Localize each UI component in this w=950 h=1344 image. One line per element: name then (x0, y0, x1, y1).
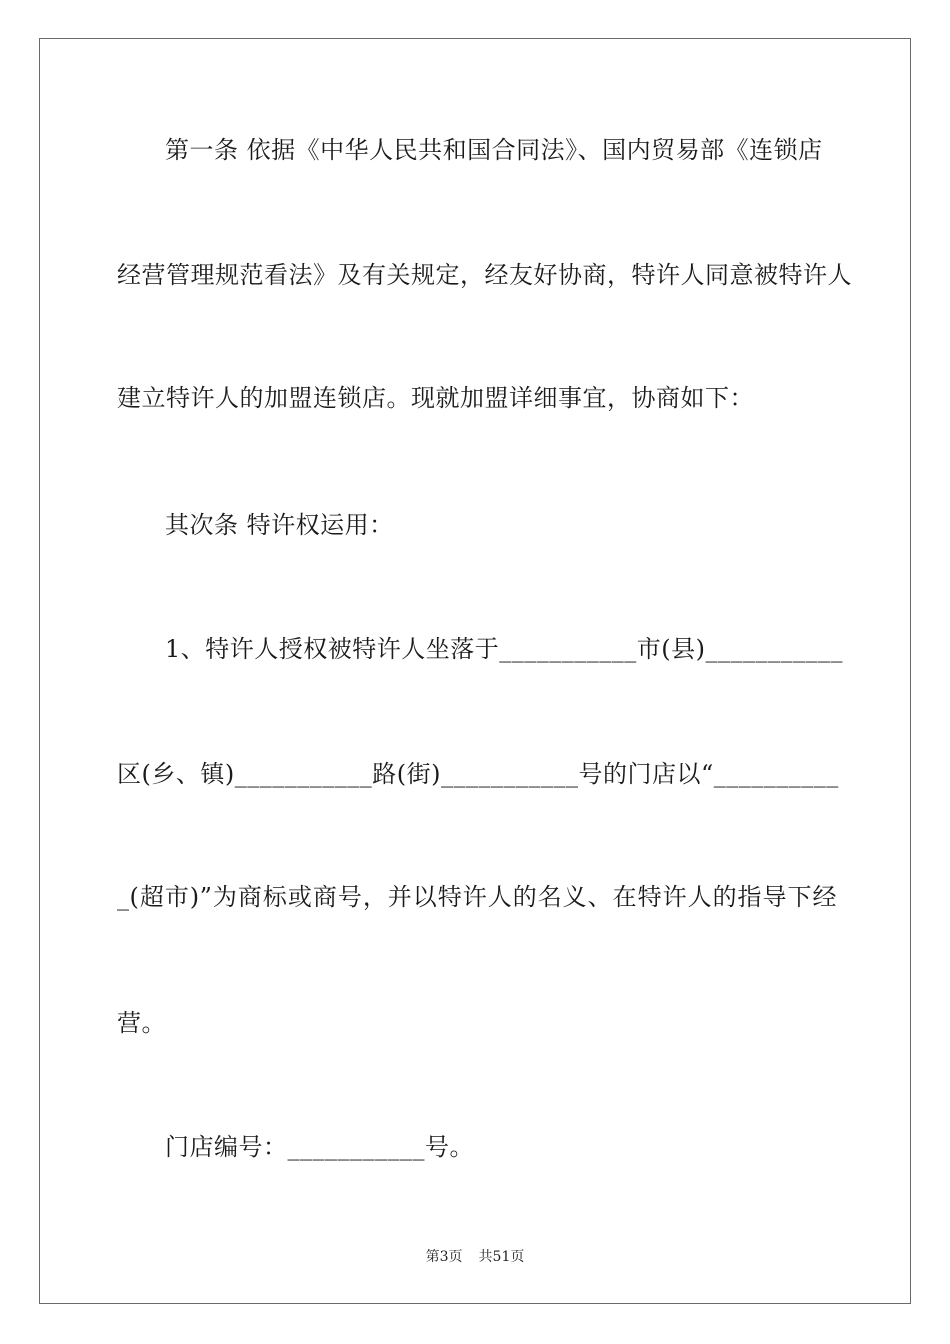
paragraph-line-8: 营。 (117, 1009, 166, 1037)
paragraph-line-2: 经营管理规范看法》及有关规定，经友好协商，特许人同意被特许人 (117, 261, 852, 289)
page-footer (0, 1248, 950, 1266)
store-number-line: 门店编号：___________号。 (165, 1133, 474, 1161)
page-number-current: 第3页 (425, 1249, 463, 1265)
paragraph-line-7: _(超市)”为商标或商号，并以特许人的名义、在特许人的指导下经 (117, 883, 837, 911)
paragraph-line-3: 建立特许人的加盟连锁店。现就加盟详细事宜，协商如下： (117, 384, 754, 412)
paragraph-line-5: 1、特许人授权被特许人坐落于___________市(县)___________ (165, 635, 843, 663)
paragraph-line-6: 区(乡、镇)___________路(街)___________号的门店以“__________ (117, 760, 839, 788)
clause-heading-2: 其次条 特许权运用： (165, 511, 394, 539)
page-number-total: 共51页 (478, 1249, 525, 1265)
page-border (39, 38, 911, 1304)
paragraph-line-1: 第一条 依据《中华人民共和国合同法》、国内贸易部《连锁店 (165, 136, 823, 164)
